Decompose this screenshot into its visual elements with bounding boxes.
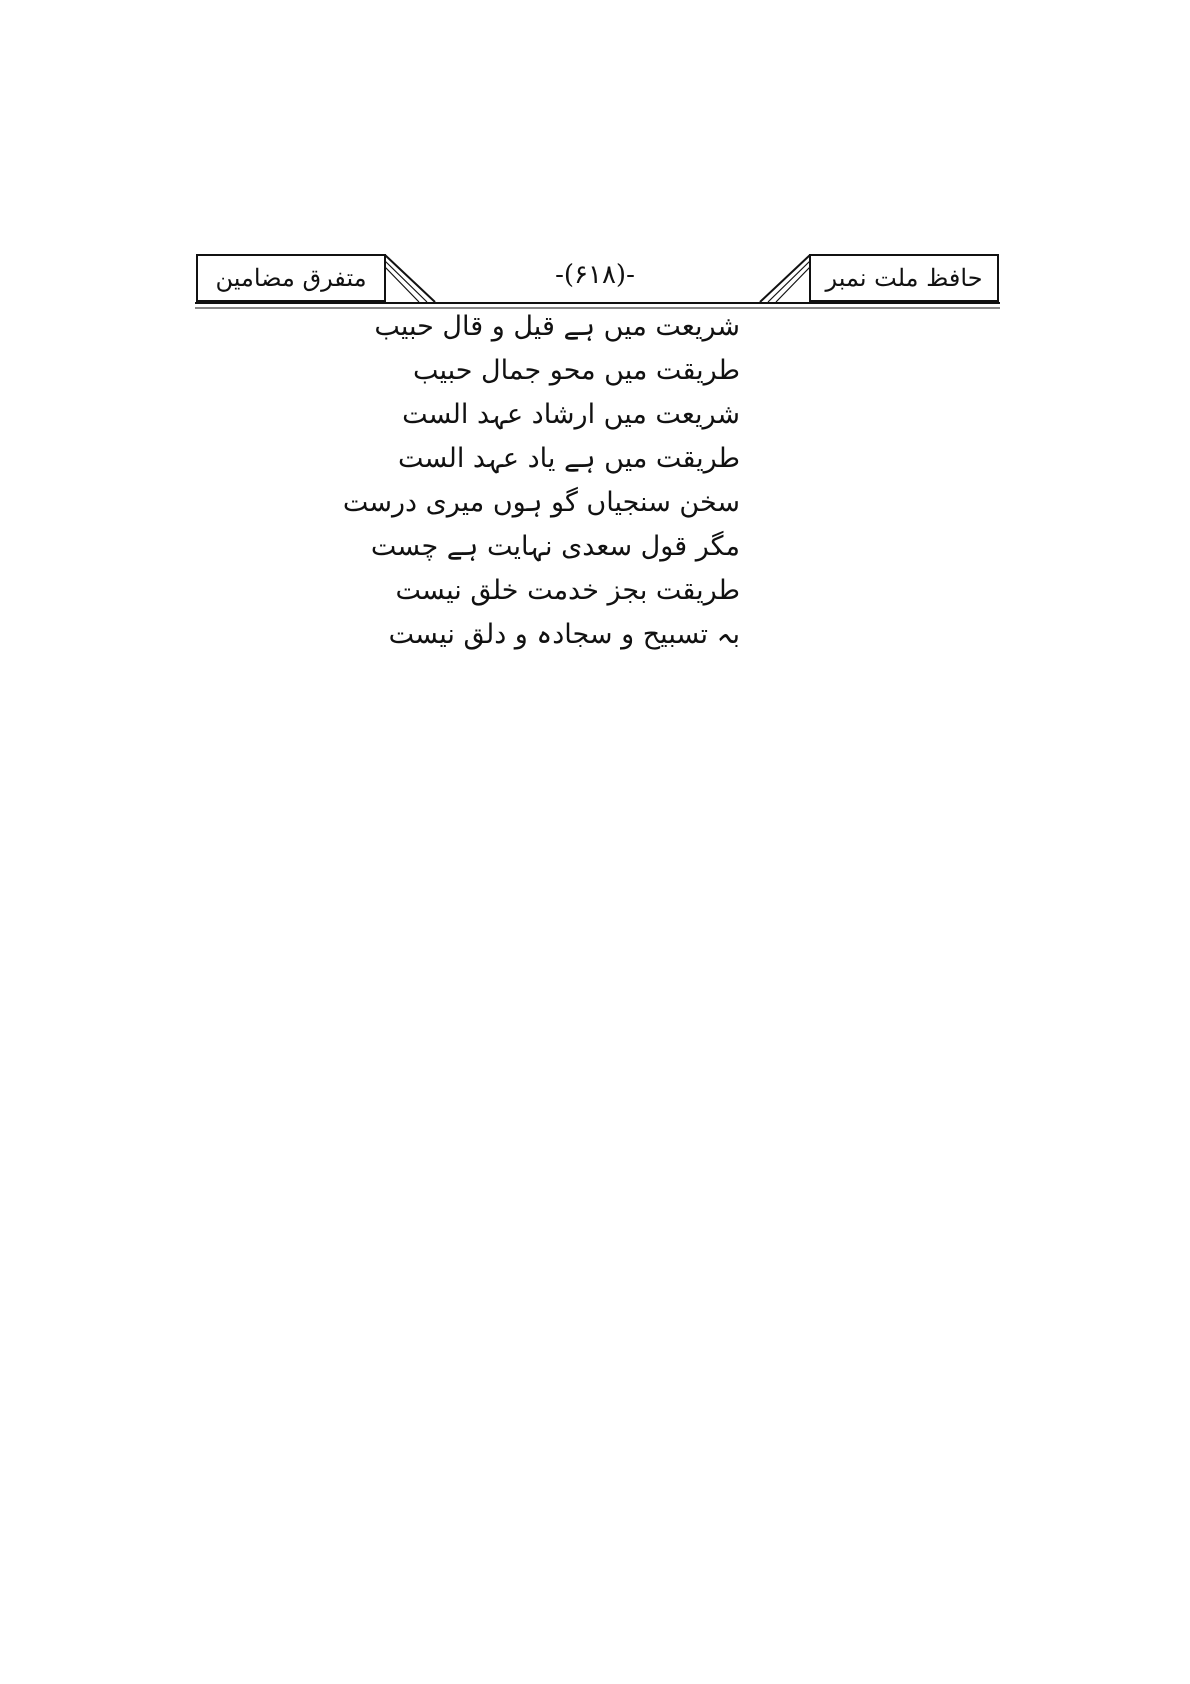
poem-line: طریقت میں محو جمال حبیب [412, 355, 740, 386]
poem-line: طریقت بجز خدمت خلق نیست [395, 575, 740, 606]
header-publication-title [810, 255, 998, 301]
header-section-title [197, 255, 385, 301]
poem-line: مگر قول سعدی نہایت ہے چست [370, 531, 740, 562]
publication-title-text: حافظ ملت نمبر [825, 264, 983, 292]
page-number: -(۶۱۸)- [555, 260, 635, 290]
poem-line: شریعت میں ہے قیل و قال حبیب [374, 311, 740, 342]
poem-line: طریقت میں ہے یاد عہد الست [398, 443, 740, 474]
poem-line: شریعت میں ارشاد عہد الست [402, 399, 740, 430]
poem-block [342, 305, 740, 657]
section-title-text: متفرق مضامین [215, 264, 367, 292]
poem-line: سخن سنجیاں گو ہوں میری درست [342, 487, 740, 518]
poem-line: بہ تسبیح و سجادہ و دلق نیست [388, 619, 740, 650]
